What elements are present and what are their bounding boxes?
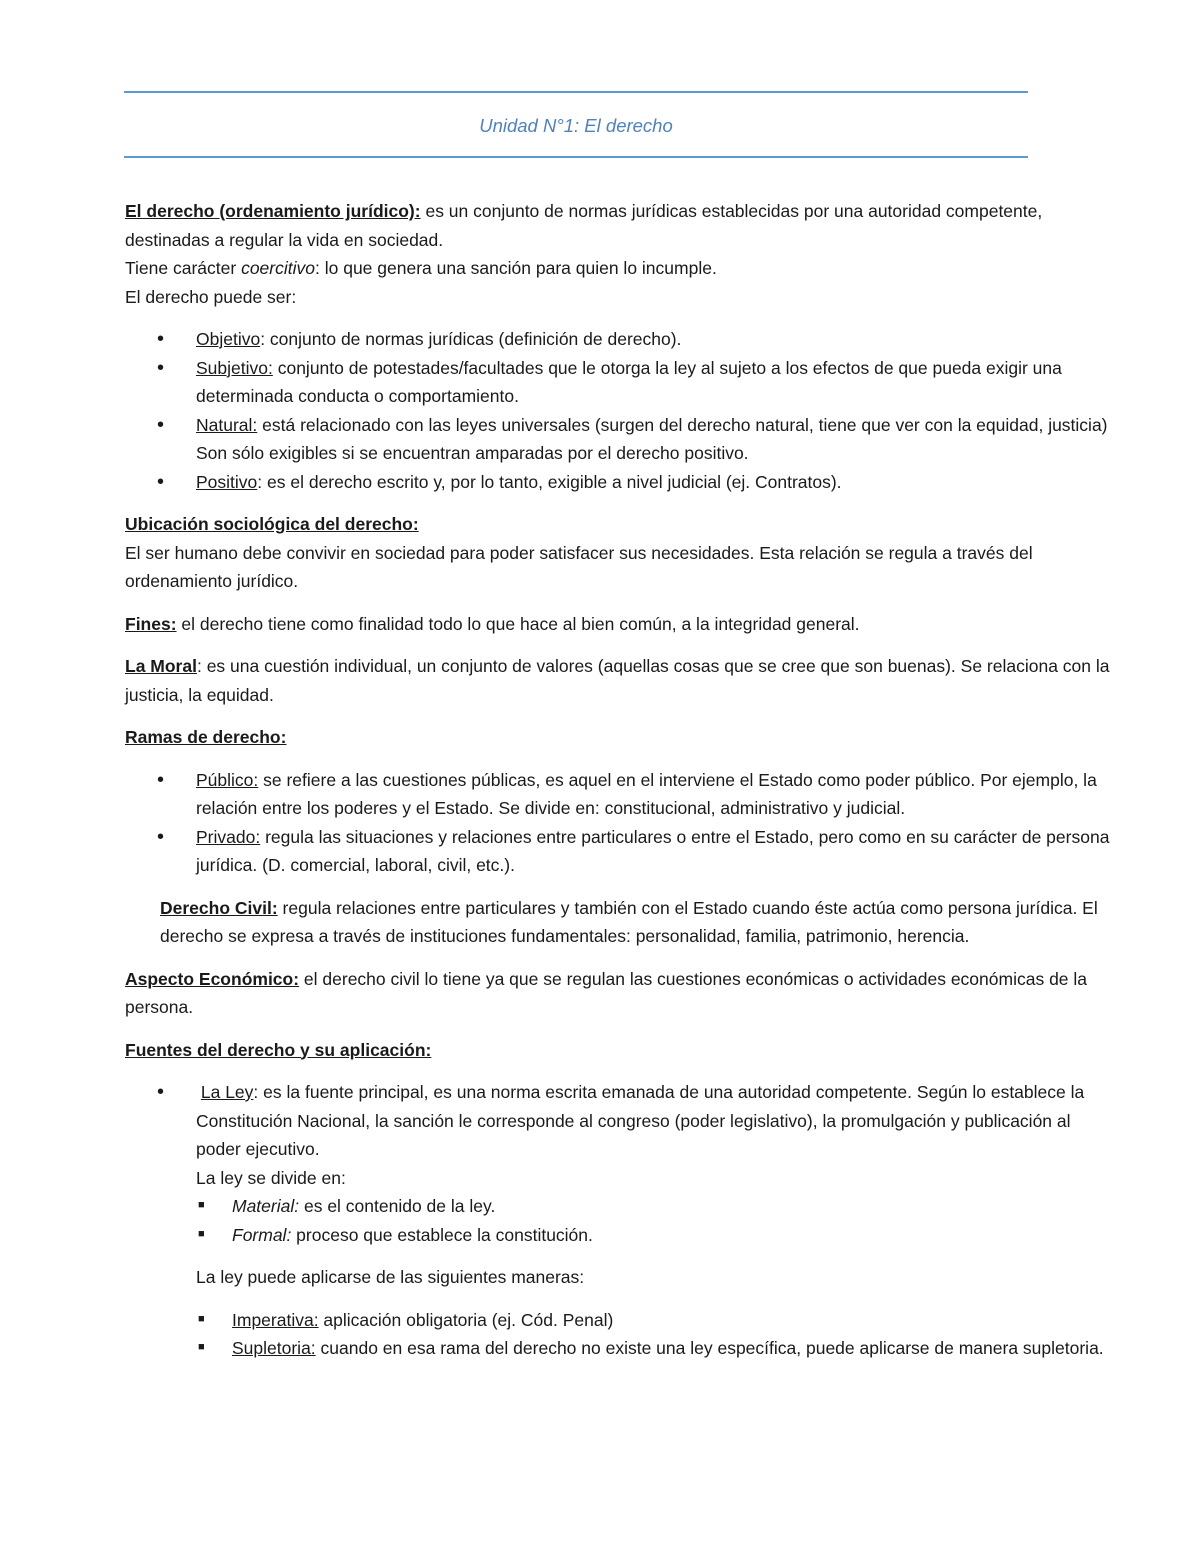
tipo-label: Positivo <box>196 471 258 492</box>
square-bullet-icon: ■ <box>198 1341 205 1353</box>
document-body <box>125 197 1110 1363</box>
intro-paragraph <box>125 197 1110 254</box>
moral-text: : es una cuestión individual, un conjunto de valores (aquellas cosas que se cree que son buenas). Se relaciona con la justicia, la equidad. <box>125 656 1110 705</box>
manera-text: aplicación obligatoria (ej. Cód. Penal) <box>318 1309 614 1330</box>
ramas-list <box>125 766 1110 880</box>
economico-text: el derecho civil lo tiene ya que se regulan las cuestiones económicas o actividades económicas de la persona. <box>125 968 1088 1017</box>
list-item <box>125 823 1110 880</box>
rama-label: Privado: <box>196 826 261 847</box>
ley-aplica-line: La ley puede aplicarse de las siguientes maneras: <box>196 1267 585 1287</box>
bullet-icon: • <box>157 413 165 436</box>
list-item <box>125 468 1110 497</box>
maneras-list <box>125 1306 1110 1363</box>
manera-text: cuando en esa rama del derecho no existe una ley específica, puede aplicarse de manera supletoria. <box>315 1338 1104 1358</box>
tipos-list <box>125 325 1110 496</box>
list-item <box>125 1334 1110 1363</box>
list-item <box>125 766 1110 823</box>
civil-paragraph <box>125 894 1110 951</box>
division-text: proceso que establece la constitución. <box>291 1224 593 1245</box>
coercitivo-line <box>125 254 1110 283</box>
fuentes-heading-text: Fuentes del derecho y su aplicación: <box>125 1039 432 1060</box>
fines-heading: Fines: <box>125 613 177 634</box>
moral-heading: La Moral <box>125 656 197 676</box>
ubicacion-heading <box>125 510 1110 539</box>
fines-text: el derecho tiene como finalidad todo lo que hace al bien común, a la integridad general. <box>176 613 860 634</box>
divisiones-list <box>125 1192 1110 1249</box>
civil-text: regula relaciones entre particulares y también con el Estado cuando éste actúa como persona jurídica. El derecho se expresa a través de instituciones fundamentales: personalidad, familia, patrimonio, herencia. <box>160 897 1098 946</box>
fuentes-list <box>125 1078 1110 1164</box>
division-text: es el contenido de la ley. <box>299 1196 496 1216</box>
list-item <box>125 1078 1110 1164</box>
coercitivo-post: : lo que genera una sanción para quien lo incumple. <box>315 258 717 278</box>
tipo-label: Subjetivo: <box>196 357 273 378</box>
ramas-heading-text: Ramas de derecho: <box>125 727 287 747</box>
rama-text: se refiere a las cuestiones públicas, es aquel en el interviene el Estado como poder público. Por ejemplo, la relación entre los poderes y el Estado. Se divide en: constitucional, administrativo y judicial. <box>196 769 1097 818</box>
ley-label: La Ley <box>200 1082 254 1102</box>
ubicacion-text: El ser humano debe convivir en sociedad para poder satisfacer sus necesidades. Esta relación se regula a través del ordenamiento jurídico. <box>125 542 1033 591</box>
fuentes-heading <box>125 1036 1110 1065</box>
tipo-text: conjunto de potestades/facultades que le otorga la ley al sujeto a los efectos de que pueda exigir una determinada conducta o comportamiento. <box>196 357 1062 406</box>
bullet-icon: • <box>157 356 165 379</box>
economico-paragraph <box>125 965 1110 1022</box>
division-label: Material: <box>232 1196 300 1216</box>
coercitivo-pre: Tiene carácter <box>125 258 242 278</box>
tipo-label: Natural: <box>196 414 258 435</box>
list-item <box>125 1192 1110 1221</box>
title-top-rule <box>124 91 1028 93</box>
square-bullet-icon: ■ <box>198 1312 205 1325</box>
ramas-heading <box>125 723 1110 752</box>
list-item <box>125 354 1110 411</box>
bullet-icon: • <box>157 768 165 791</box>
list-item <box>125 411 1110 468</box>
list-item <box>125 1221 1110 1250</box>
bullet-icon: • <box>157 470 165 493</box>
fines-paragraph <box>125 610 1110 639</box>
intro-text: es un conjunto de normas jurídicas establecidas por una autoridad competente, destinadas a regular la vida en sociedad. <box>125 201 1043 250</box>
tipo-label: Objetivo <box>196 329 261 349</box>
economico-heading: Aspecto Económico: <box>125 968 300 989</box>
manera-label: Supletoria: <box>232 1338 316 1358</box>
square-bullet-icon: ■ <box>198 1227 205 1240</box>
division-label: Formal: <box>232 1224 292 1245</box>
tipo-text: está relacionado con las leyes universales (surgen del derecho natural, tiene que ver con la equidad, justicia) Son sólo exigibles si se encuentran amparadas por el derecho positivo. <box>196 414 1108 463</box>
page-title: Unidad N°1: El derecho <box>479 115 673 136</box>
bullet-icon: • <box>157 328 165 350</box>
coercitivo-word: coercitivo <box>241 258 315 278</box>
list-item <box>125 325 1110 354</box>
tipo-text: : conjunto de normas jurídicas (definición de derecho). <box>260 329 682 349</box>
manera-label: Imperativa: <box>232 1309 319 1330</box>
list-item <box>125 1306 1110 1335</box>
bullet-icon: • <box>157 1081 165 1103</box>
ubicacion-heading-text: Ubicación sociológica del derecho: <box>125 514 419 534</box>
puede-ser-line: El derecho puede ser: <box>125 286 297 307</box>
title-bottom-rule <box>124 156 1028 158</box>
civil-heading: Derecho Civil: <box>160 897 278 918</box>
tipo-text: : es el derecho escrito y, por lo tanto, exigible a nivel judicial (ej. Contratos). <box>257 471 842 492</box>
bullet-icon: • <box>157 825 165 848</box>
moral-paragraph <box>125 652 1110 709</box>
intro-heading: El derecho (ordenamiento jurídico): <box>125 201 421 221</box>
square-bullet-icon: ■ <box>198 1199 205 1211</box>
ley-text: : es la fuente principal, es una norma escrita emanada de una autoridad competente. Según lo establece la Constitución Nacional, la sanción le corresponde al congreso (poder legislativo), la promulgación y publicación al poder ejecutivo. <box>196 1082 1085 1159</box>
ley-divide-line: La ley se divide en: <box>196 1167 346 1188</box>
rama-label: Público: <box>196 769 259 790</box>
rama-text: regula las situaciones y relaciones entre particulares o entre el Estado, pero como en su carácter de persona jurídica. (D. comercial, laboral, civil, etc.). <box>196 826 1110 875</box>
